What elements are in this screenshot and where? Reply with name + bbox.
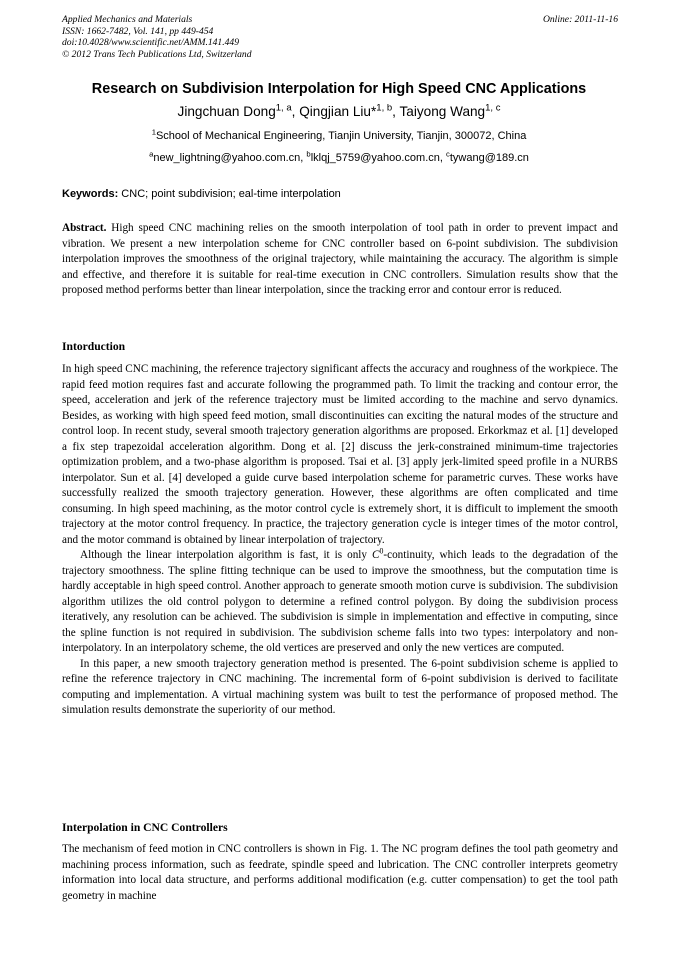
- abstract-label: Abstract.: [62, 222, 107, 234]
- interpolation-section: [62, 842, 618, 904]
- email-link[interactable]: new_lightning@yahoo.com.cn,: [153, 152, 307, 164]
- copyright-line: © 2012 Trans Tech Publications Ltd, Switzerland: [62, 48, 252, 60]
- paragraph: In high speed CNC machining, the reference trajectory significant affects the accuracy and roughness of the workpiece. The rapid feed motion requires fast and accurate following the programmed path. To limit the tracking and contour error, the speed, acceleration and jerk of the reference trajectory must be limited according to the machine and servo dynamics. Besides, as working with high speed feed motion, small discontinuities can exciting the natural modes of the structure and control loop. In recent study, several smooth trajectory generation algorithms are proposed. Erkorkmaz et al. [1] developed a fix step trapezoidal acceleration algorithm. Dong et al. [2] discuss the jerk-constrained minimum-time trajectories optimization problem, and a two-phase algorithm is proposed. Tsai et al. [3] apply jerk-limited speed profile in a NURBS interpolator. Sun et al. [4] developed a guide curve based interpolation scheme for parametric curves. These works have successfully realized the smooth trajectory generation. However, these algorithms are often complicated and time consuming. In high speed machining, as the motor control cycle is extremely short, it is difficult to implement the smooth trajectory at the motor control frequency. In practice, the trajectory generation cycle is integer times of the motor control, and the motor command is obtained by linear interpolation of trajectory.: [62, 363, 618, 546]
- doi-line[interactable]: doi:10.4028/www.scientific.net/AMM.141.449: [62, 37, 240, 49]
- section-heading-interpolation: Interpolation in CNC Controllers: [62, 821, 228, 834]
- author-affil-mark: 1, c: [485, 102, 501, 114]
- journal-name: Applied Mechanics and Materials: [62, 14, 193, 25]
- email-link[interactable]: lklqj_5759@yahoo.com.cn,: [310, 152, 447, 164]
- abstract-text: High speed CNC machining relies on the smooth interpolation of tool path in order to prevent impact and vibration. We present a new interpolation scheme for CNC controller based on 6-point subdivision. The subdivision interpolation improves the smoothness of the original trajectory, while maintaining the accuracy. The algorithm is simple and effective, and therefore it is suitable for real-time execution in CNC controllers. Simulation results show that the proposed method performs better than linear interpolation, since the tracking error and contour error is reduced.: [62, 222, 618, 296]
- section-heading-introduction: Intorduction: [62, 340, 126, 353]
- author-affil-mark: 1, a: [275, 102, 292, 114]
- author-name: Jingchuan Dong: [177, 104, 276, 119]
- affiliation: $^1$School of Mechanical Engineering, Tianjin University, Tianjin, 300072, China: [151, 127, 527, 142]
- author-name: Taiyong Wang: [399, 104, 486, 119]
- paragraph: Although the linear interpolation algorithm is fast, it is only $C^0$-continuity, which leads to the degradation of the trajectory smoothness. The spline fitting technique can be used to improve the smoothness, but the computation time is hardly acceptable in high speed control. Another approach to generate smooth motion curve is subdivision. The subdivision algorithm utilizes the old control polygon to determine a refined control polygon. By doing the subdivision process iteratively, any resolution can be achieved. The subdivision is simple in implementation and effective in computing, since the spline function is not required in subdivision. The subdivision scheme falls into two types: interpolatory and non-interpolatory. In an interpolatory scheme, the old vertices are preserved and only the new vertices are computed.: [62, 546, 619, 654]
- keywords: [62, 187, 618, 201]
- author-emails: $^a$new_lightning@yahoo.com.cn, $^b$lklqj_5759@yahoo.com.cn, $^c$tywang@189.cn: [149, 149, 529, 164]
- introduction-section: [62, 362, 618, 719]
- journal-header: [62, 14, 618, 60]
- paper-title: Research on Subdivision Interpolation for High Speed CNC Applications: [91, 81, 587, 97]
- paragraph: In this paper, a new smooth trajectory generation method is presented. The 6-point subdivision scheme is applied to refine the reference trajectory in CNC machining. The incremental form of 6-point subdivision is derived to facilitate computing and implementation. A virtual machining system was built to test the performance of proposed method. The simulation results demonstrate the superiority of our method.: [62, 657, 618, 716]
- email-link[interactable]: tywang@189.cn: [449, 152, 529, 164]
- author-list: Jingchuan Dong$^{1, a}$, Qingjian Liu*$^{1, b}$, Taiyong Wang$^{1, c}$: [177, 102, 501, 119]
- abstract: [62, 221, 618, 299]
- online-date: Online: 2011-11-16: [542, 14, 618, 25]
- keywords-label: Keywords:: [62, 188, 119, 200]
- paragraph: The mechanism of feed motion in CNC controllers is shown in Fig. 1. The NC program defines the tool path geometry and machining process information, such as feedrate, spindle speed and lubrication. The CNC controller interprets geometry information into local data structure, and performs additional modification (e.g. cutter compensation) to get the tool path geometry in machine: [62, 843, 618, 902]
- keywords-text: CNC; point subdivision; eal-time interpolation: [118, 188, 341, 200]
- author-affil-mark: 1, b: [376, 102, 393, 114]
- author-name: Qingjian Liu*: [299, 104, 377, 119]
- issn-line: ISSN: 1662-7482, Vol. 141, pp 449-454: [62, 25, 214, 37]
